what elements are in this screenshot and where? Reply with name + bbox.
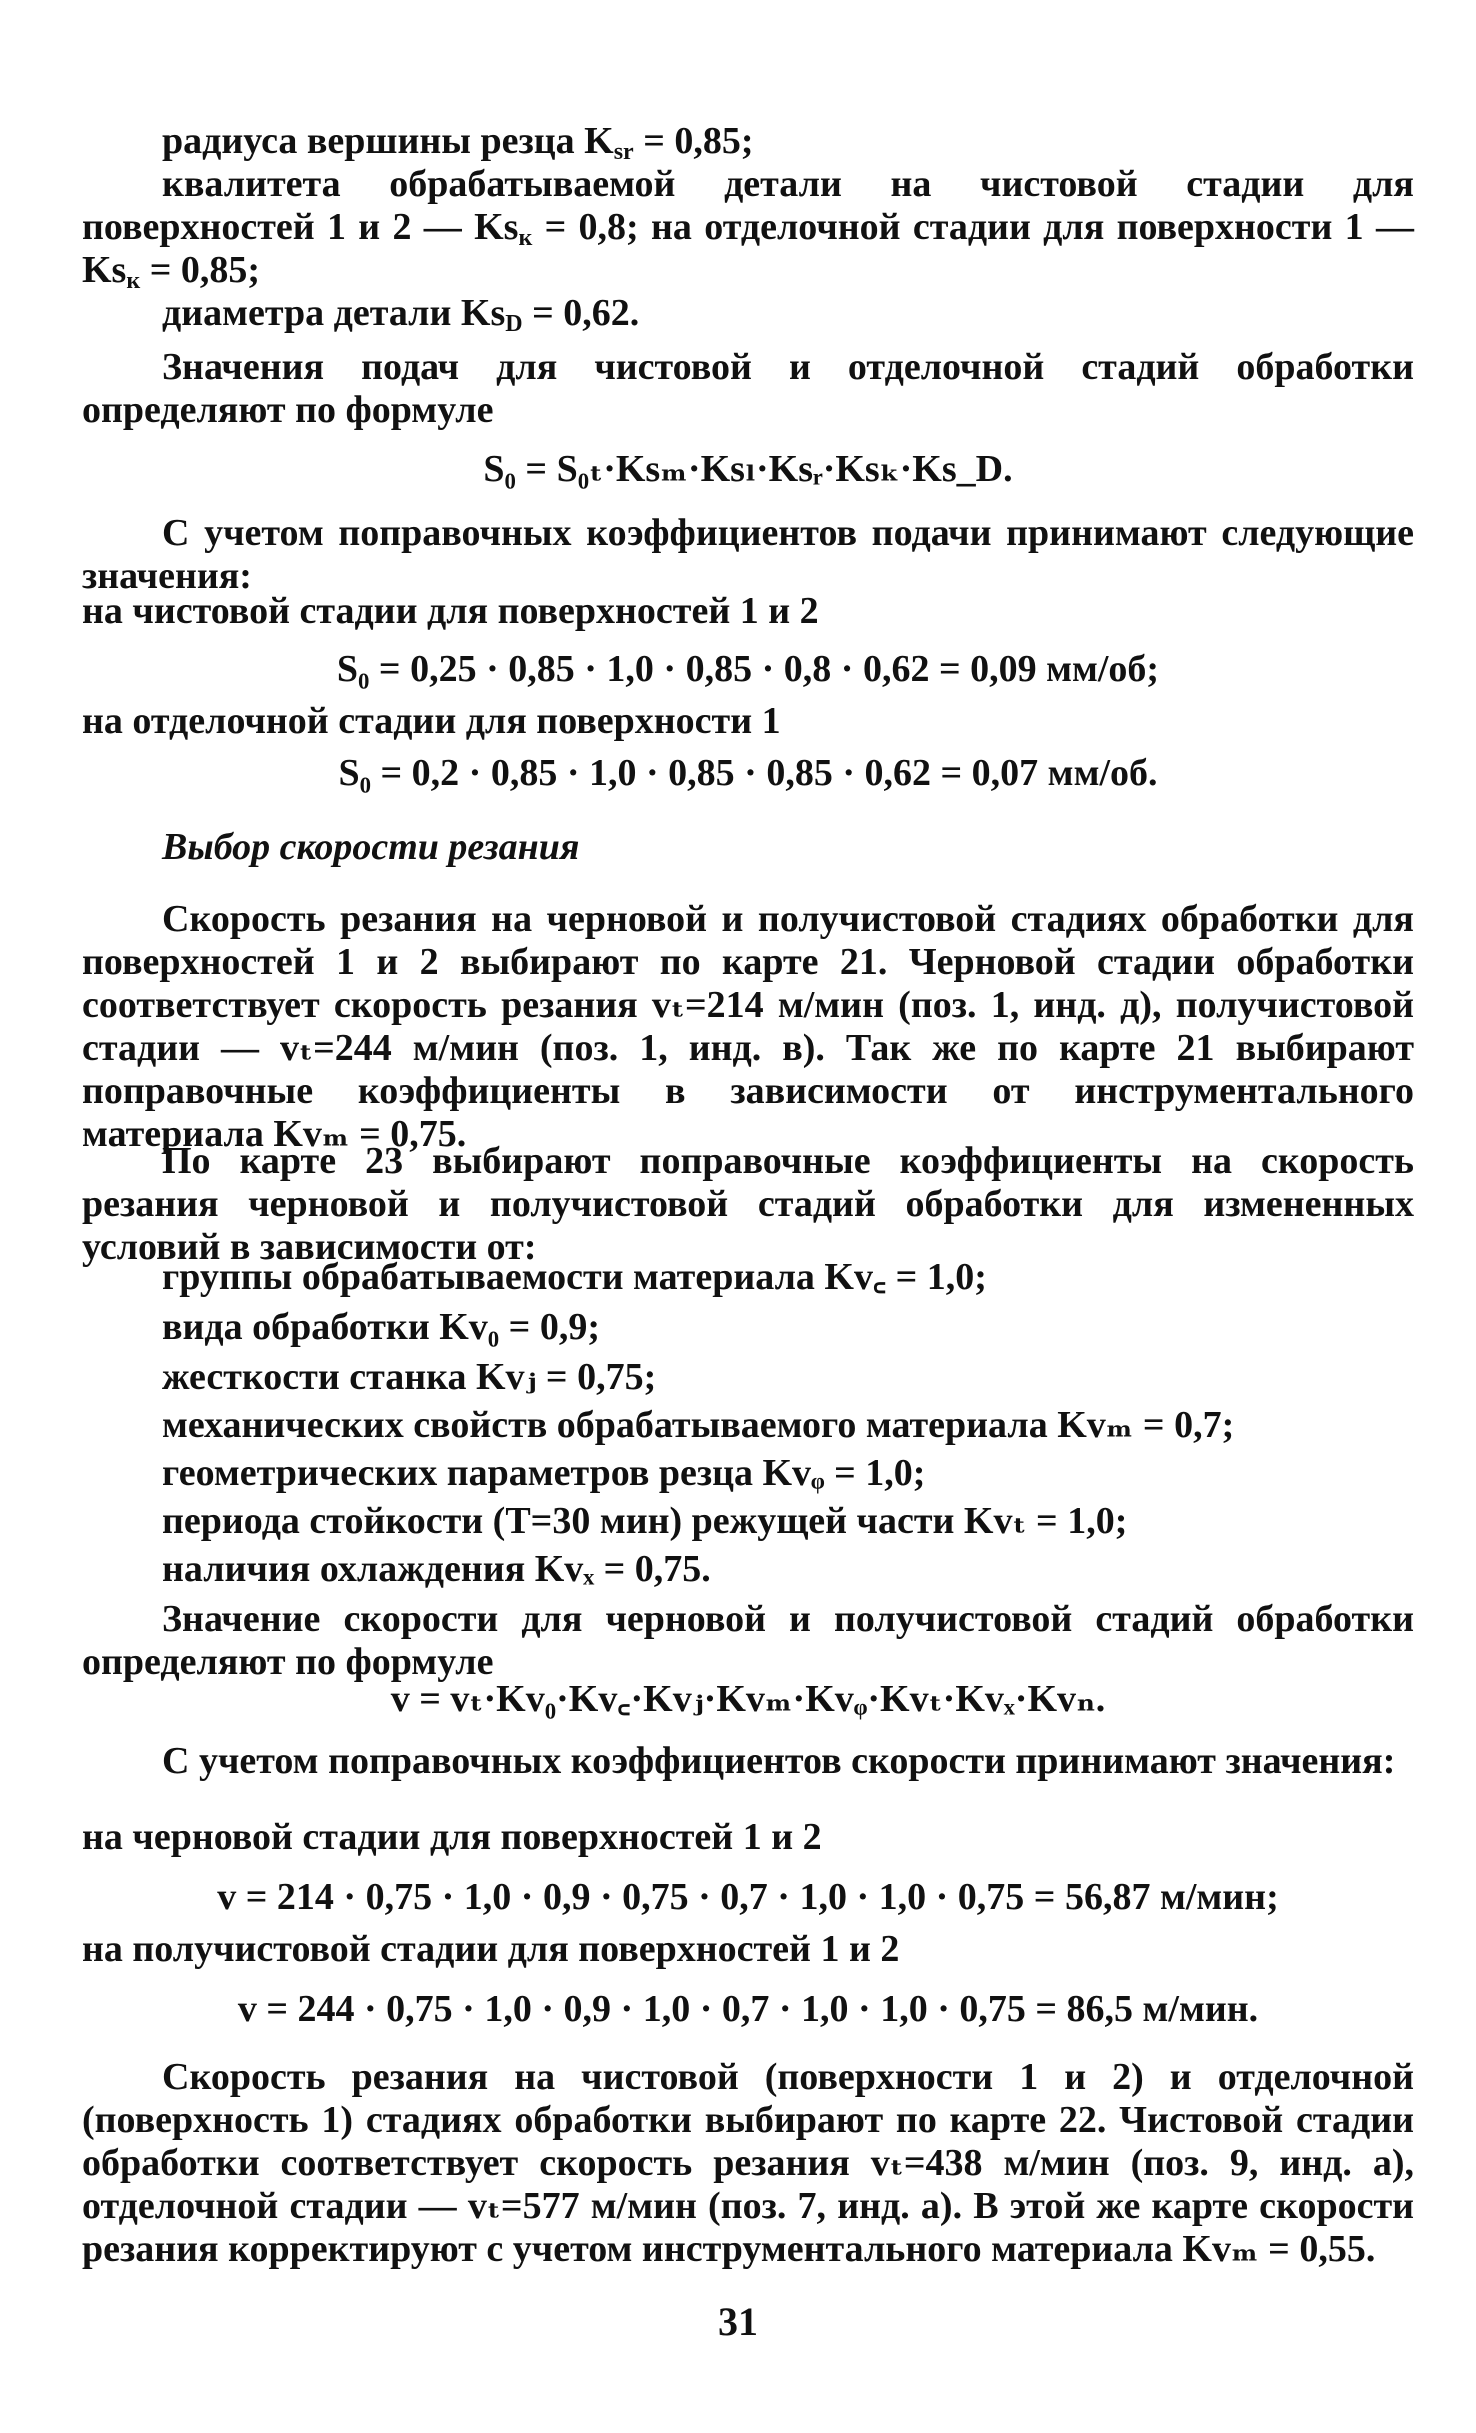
paragraph-speed-card21: Скорость резания на черновой и получистовой стадиях обработки для поверхностей 1 и 2 выбирают по карте 21. Черновой стадии обработки соответствует скорость резания vₜ=214 м/мин (поз. 1, инд. д), получистовой стадии — vₜ=244 м/мин (поз. 1, инд. в). Так же по карте 21 выбирают поправочные коэффициенты в зависимости от инструментального материала Kvₘ = 0,75. — [82, 898, 1414, 1155]
coef-list-item: наличия охлаждения Kvₓ = 0,75. — [162, 1548, 711, 1590]
calc-feed-final: S₀ = 0,2 · 0,85 · 1,0 · 0,85 · 0,85 · 0,62 = 0,07 мм/об. — [338, 752, 1158, 794]
coef-list-item: геометрических параметров резца Kvᵩ = 1,0; — [162, 1452, 926, 1494]
calc-speed-semifinish: v = 244 · 0,75 · 1,0 · 0,9 · 1,0 · 0,7 · 1,0 · 1,0 · 0,75 = 86,5 м/мин. — [237, 1988, 1259, 2030]
paragraph-feeds-accept: С учетом поправочных коэффициентов подачи принимают следующие значения: — [82, 512, 1414, 597]
page-number: 31 — [718, 2299, 758, 2344]
subscript: r — [623, 139, 634, 165]
coef-list-item: механических свойств обрабатываемого материала Kvₘ = 0,7; — [162, 1404, 1235, 1446]
quality-grade-text-c: = 0,85; — [140, 249, 260, 291]
paragraph-speed-card23: По карте 23 выбирают поправочные коэффициенты на скорость резания черновой и получистовой стадий обработки для измененных условий в зависимости от: — [82, 1140, 1414, 1268]
label-semifinish-surfaces: на получистовой стадии для поверхностей 1 и 2 — [82, 1928, 900, 1970]
tool-radius-text: радиуса вершины резца K — [162, 120, 614, 162]
coef-list-item: периода стойкости (T=30 мин) режущей части Kvₜ = 1,0; — [162, 1500, 1128, 1542]
diameter-value: = 0,62. — [522, 292, 640, 334]
subscript: к — [126, 268, 141, 294]
paragraph-feeds-intro: Значения подач для чистовой и отделочной стадий обработки определяют по формуле — [82, 346, 1414, 431]
quality-grade-text-b: = 0,8; на отделочной стадии для поверхности 1 — Ks — [82, 206, 1414, 291]
label-final-surface: на отделочной стадии для поверхности 1 — [82, 700, 781, 742]
quality-grade-text: квалитета обрабатываемой детали на чистовой стадии для поверхностей 1 и 2 — Ks — [82, 163, 1414, 248]
coef-list-item: жесткости станка Kvⱼ = 0,75; — [162, 1356, 657, 1398]
text-line-tool-radius — [162, 120, 754, 163]
paragraph-quality-grade — [82, 163, 1414, 292]
label-rough-surfaces: на черновой стадии для поверхностей 1 и 2 — [82, 1816, 822, 1858]
coef-list-item: вида обработки Kv₀ = 0,9; — [162, 1306, 600, 1348]
calc-speed-rough: v = 214 · 0,75 · 1,0 · 0,9 · 0,75 · 0,7 · 1,0 · 1,0 · 0,75 = 56,87 м/мин; — [217, 1876, 1279, 1918]
formula-speed: v = vₜ·Kv₀·Kv꜀·Kvⱼ·Kvₘ·Kvᵩ·Kvₜ·Kvₓ·Kvₙ. — [390, 1678, 1106, 1720]
paragraph-speed-accept: С учетом поправочных коэффициентов скорости принимают значения: — [162, 1740, 1396, 1782]
formula-feed: S₀ = S₀ₜ·Ksₘ·Ksₗ·Ksᵣ·Ksₖ·Ks_D. — [483, 448, 1013, 490]
subscript: D — [505, 311, 523, 337]
label-finish-surfaces: на чистовой стадии для поверхностей 1 и 2 — [82, 590, 819, 632]
section-heading: Выбор скорости резания — [162, 826, 580, 868]
diameter-text: диаметра детали Ks — [162, 292, 506, 334]
paragraph-speed-formula-intro: Значение скорости для черновой и получистовой стадий обработки определяют по формуле — [82, 1598, 1414, 1683]
subscript: s — [613, 139, 624, 165]
coef-list-item: группы обрабатываемости материала Kv꜀ = 1,0; — [162, 1256, 987, 1298]
calc-feed-finish: S₀ = 0,25 · 0,85 · 1,0 · 0,85 · 0,8 · 0,62 = 0,09 мм/об; — [336, 648, 1160, 690]
paragraph-speed-card22: Скорость резания на чистовой (поверхности 1 и 2) и отделочной (поверхность 1) стадиях обработки выбирают по карте 22. Чистовой стадии обработки соответствует скорость резания vₜ=438 м/мин (поз. 9, инд. а), отделочной стадии — vₜ=577 м/мин (поз. 7, инд. а). В этой же карте скорости резания корректируют с учетом инструментального материала Kvₘ = 0,55. — [82, 2056, 1414, 2270]
text-line-diameter — [162, 292, 639, 335]
tool-radius-value: = 0,85; — [633, 120, 754, 162]
subscript: к — [518, 225, 533, 251]
